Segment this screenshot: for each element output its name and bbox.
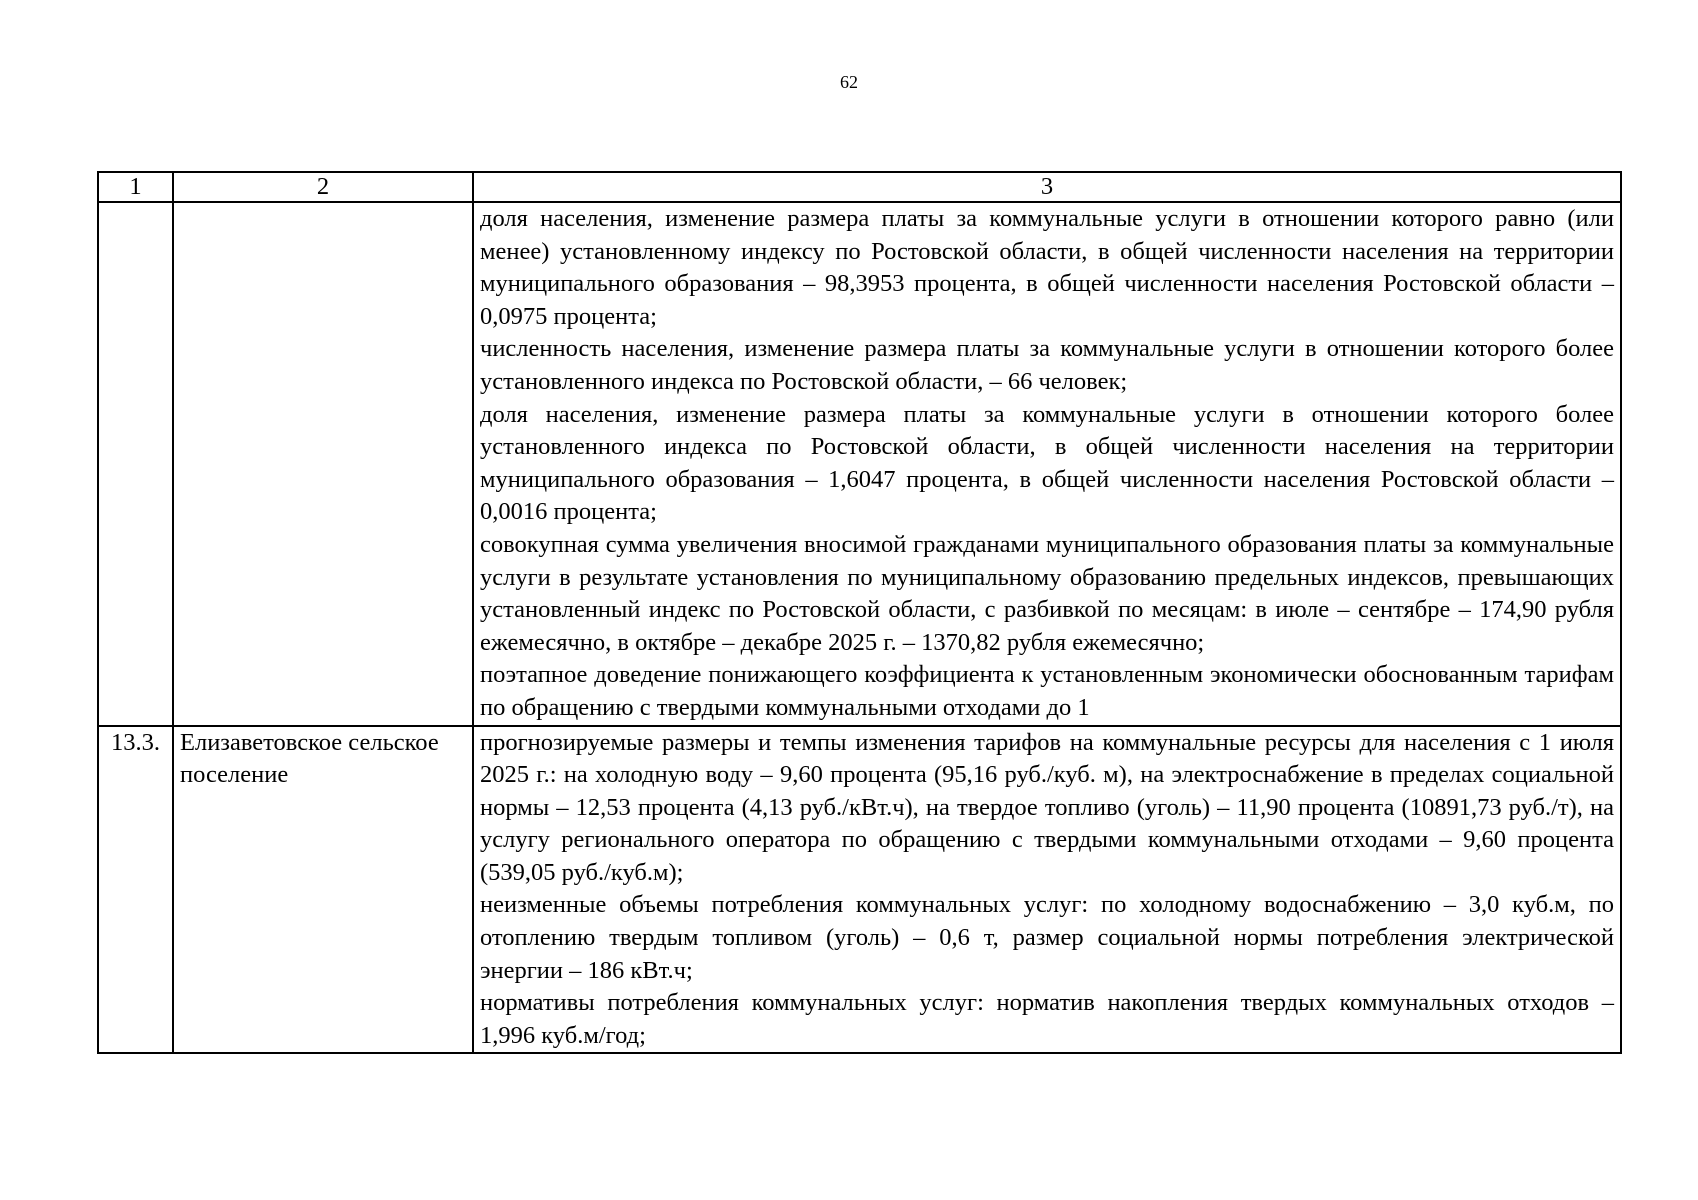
row-number-cell: 13.3.: [98, 726, 173, 1054]
content-paragraph: неизменные объемы потребления коммунальных услуг: по холодному водоснабжению – 3,0 куб.м, по отоплению твердым топливом (уголь) – 0,6 т, размер социальной нормы потребления электрической энергии – 186 кВт.ч;: [480, 891, 1614, 984]
content-paragraph: доля населения, изменение размера платы за коммунальные услуги в отношении которого более установленного индекса по Ростовской области, в общей численности населения на территории муниципального образования – 1,6047 процента, в общей численности населения Ростовской области – 0,0016 процента;: [480, 400, 1614, 526]
table-row: [98, 726, 1621, 1054]
content-paragraph: прогнозируемые размеры и темпы изменения тарифов на коммунальные ресурсы для населения с 1 июля 2025 г.: на холодную воду – 9,60 процента (95,16 руб./куб. м), на электроснабжение в пределах социальной нормы – 12,53 процента (4,13 руб./кВт.ч), на твердое топливо (уголь) – 11,90 процента (10891,73 руб./т), на услугу регионального оператора по обращению с твердыми коммунальными отходами – 9,60 процента (539,05 руб./куб.м);: [480, 728, 1614, 886]
header-cell-2: 2: [173, 172, 473, 202]
data-table: [97, 171, 1622, 1054]
row-name-cell: [173, 202, 473, 726]
row-number-cell: [98, 202, 173, 726]
row-content-cell: [473, 202, 1621, 726]
table-row: [98, 202, 1621, 726]
row-name-cell: Елизаветовское сельское поселение: [173, 726, 473, 1054]
content-paragraph: совокупная сумма увеличения вносимой гражданами муниципального образования платы за коммунальные услуги в результате установления по муниципальному образованию предельных индексов, превышающих установленный индекс по Ростовской области, с разбивкой по месяцам: в июле – сентябре – 174,90 рубля ежемесячно, в октябре – декабре 2025 г. – 1370,82 рубля ежемесячно;: [480, 530, 1614, 656]
content-paragraph: поэтапное доведение понижающего коэффициента к установленным экономически обоснованным тарифам по обращению с твердыми коммунальными отходами до 1: [480, 661, 1614, 721]
page-number: 62: [840, 72, 858, 92]
header-cell-3: 3: [473, 172, 1621, 202]
header-cell-1: 1: [98, 172, 173, 202]
content-paragraph: нормативы потребления коммунальных услуг: норматив накопления твердых коммунальных отходов – 1,996 куб.м/год;: [480, 989, 1614, 1049]
table-header-row: [98, 172, 1621, 202]
row-content-cell: [473, 726, 1621, 1054]
content-paragraph: численность населения, изменение размера платы за коммунальные услуги в отношении которого более установленного индекса по Ростовской области, – 66 человек;: [480, 335, 1614, 395]
content-paragraph: доля населения, изменение размера платы за коммунальные услуги в отношении которого равно (или менее) установленному индексу по Ростовской области, в общей численности населения на территории муниципального образования – 98,3953 процента, в общей численности населения Ростовской области – 0,0975 процента;: [480, 205, 1614, 330]
